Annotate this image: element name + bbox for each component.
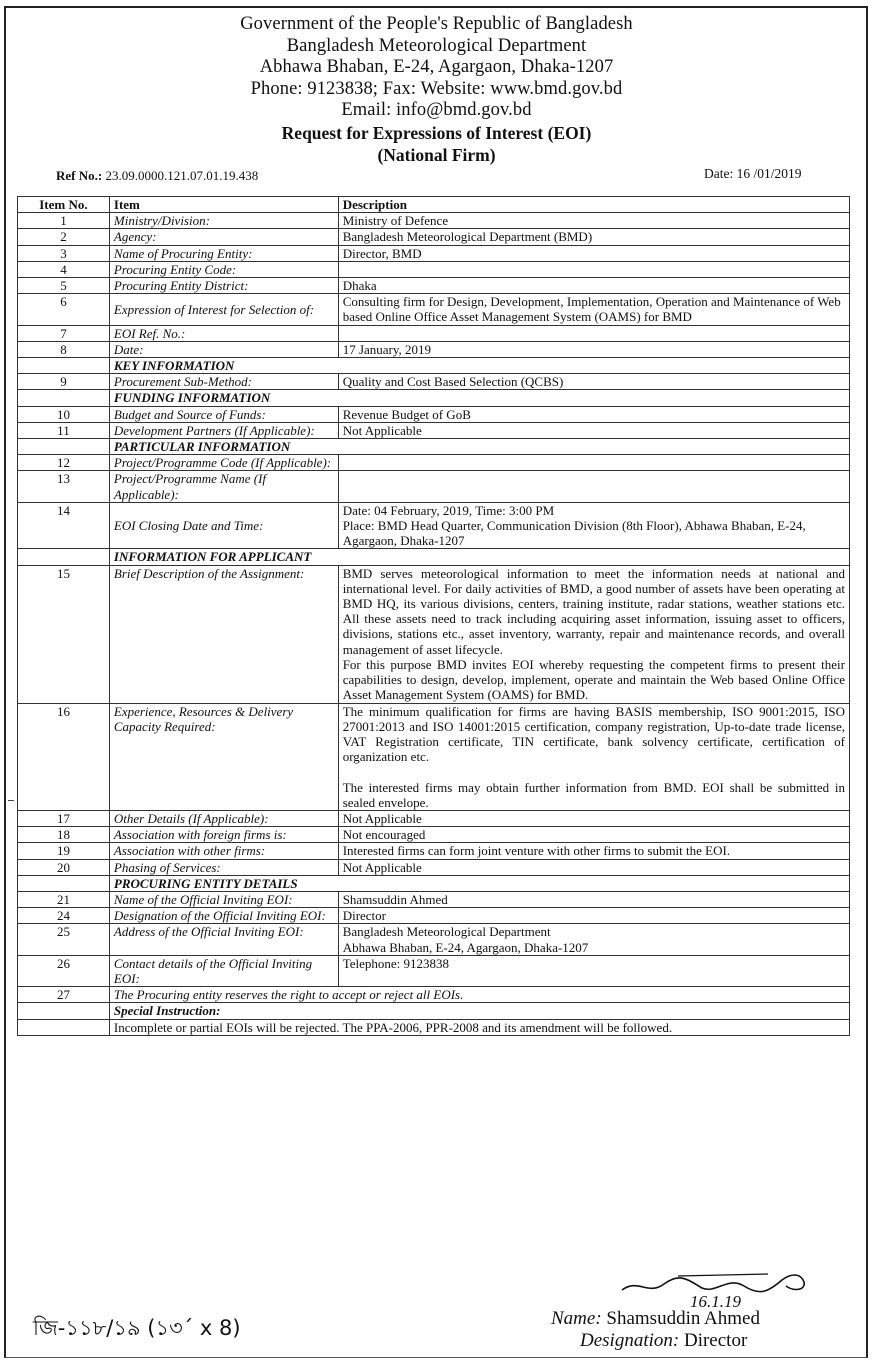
table-row [18,987,850,1003]
item-description [338,325,849,341]
section-heading: FUNDING INFORMATION [109,390,849,406]
item-label: Address of the Official Inviting EOI: [109,924,338,955]
section-heading: INFORMATION FOR APPLICANT [109,549,849,565]
eoi-table [17,196,850,1036]
table-row [18,908,850,924]
table-row [18,859,850,875]
item-number: 2 [18,229,110,245]
item-description: Shamsuddin Ahmed [338,891,849,907]
item-description [338,471,849,502]
item-description: Bangladesh Meteorological Department (BMD) [338,229,849,245]
section-heading: PARTICULAR INFORMATION [109,439,849,455]
ref-label: Ref No.: [56,168,103,183]
item-description: Revenue Budget of GoB [338,406,849,422]
item-number: 10 [18,406,110,422]
item-description: Not Applicable [338,422,849,438]
item-description: 17 January, 2019 [338,341,849,357]
empty-cell [18,1019,110,1035]
item-label: Designation of the Official Inviting EOI: [109,908,338,924]
section-row [18,358,850,374]
item-description: Telephone: 9123838 [338,955,849,986]
signatory-designation [580,1330,747,1352]
table-row [18,325,850,341]
item-number: 6 [18,294,110,325]
table-row [18,294,850,325]
table-row [18,1019,850,1035]
item-number: 21 [18,891,110,907]
email-line: Email: info@bmd.gov.bd [341,100,532,120]
item-label: Agency: [109,229,338,245]
item-number: 26 [18,955,110,986]
item-label: EOI Ref. No.: [109,325,338,341]
table-row [18,422,850,438]
section-heading: KEY INFORMATION [109,358,849,374]
item-number: 5 [18,278,110,294]
item-description: Not Applicable [338,810,849,826]
table-row [18,213,850,229]
item-label: Name of Procuring Entity: [109,245,338,261]
department-line: Bangladesh Meteorological Department [286,35,587,56]
item-number: 1 [18,213,110,229]
table-row [18,703,850,810]
table-row [18,827,850,843]
table-row [18,229,850,245]
item-label: Other Details (If Applicable): [109,810,338,826]
reference-number [56,168,258,184]
item-number: 8 [18,341,110,357]
item-description: The minimum qualification for firms are having BASIS membership, ISO 9001:2015, ISO 27001:2013 and ISO 14001:2015 certification, company registration, Up-to-date trade license, VAT Registration certificate, TIN certificate, bank solvency certificate, certification of organization etc. The interested firms may obtain further information from BMD. EOI shall be submitted in sealed envelope. [338,703,849,810]
item-label: Brief Description of the Assignment: [109,565,338,703]
item-label: Phasing of Services: [109,859,338,875]
address-line: Abhawa Bhaban, E-24, Agargaon, Dhaka-1207 [259,57,614,77]
ref-value: 23.09.0000.121.07.01.19.438 [105,168,259,183]
section-row [18,390,850,406]
item-number: 12 [18,455,110,471]
header-item: Item [109,197,338,213]
item-description: Director [338,908,849,924]
item-number: 17 [18,810,110,826]
item-description: Quality and Cost Based Selection (QCBS) [338,374,849,390]
section-row [18,439,850,455]
table-row [18,565,850,703]
section-row [18,875,850,891]
designation-value: Director [683,1330,748,1351]
item-number: 19 [18,843,110,859]
item-label: Experience, Resources & Delivery Capacity Required: [109,703,338,810]
item-label: Name of the Official Inviting EOI: [109,891,338,907]
table-row [18,810,850,826]
item-number: 11 [18,422,110,438]
item-label: Procuring Entity Code: [109,261,338,277]
item-label: Project/Programme Code (If Applicable): [109,455,338,471]
special-instruction-text: Incomplete or partial EOIs will be rejected. The PPA-2006, PPR-2008 and its amendment will be followed. [109,1019,849,1035]
item-description: Ministry of Defence [338,213,849,229]
item-label: Development Partners (If Applicable): [109,422,338,438]
section-row [18,1003,850,1019]
item-number: 9 [18,374,110,390]
empty-cell [18,875,110,891]
table-row [18,471,850,502]
item-description: Bangladesh Meteorological Department Abhawa Bhaban, E-24, Agargaon, Dhaka-1207 [338,924,849,955]
item-label: Budget and Source of Funds: [109,406,338,422]
table-row [18,261,850,277]
item-number: 24 [18,908,110,924]
item-description: Interested firms can form joint venture with other firms to submit the EOI. [338,843,849,859]
item-number: 18 [18,827,110,843]
empty-cell [18,549,110,565]
empty-cell [18,1003,110,1019]
item-number: 20 [18,859,110,875]
item-label: Project/Programme Name (If Applicable): [109,471,338,502]
document-date: Date: 16 /01/2019 [704,166,802,181]
item-description: Dhaka [338,278,849,294]
signature-date: 16.1.19 [690,1292,741,1311]
section-heading: PROCURING ENTITY DETAILS [109,875,849,891]
table-row [18,924,850,955]
item-label: Ministry/Division: [109,213,338,229]
table-row [18,278,850,294]
memo-number: জি-১১৮/১৯ (১৩ˊ x 8) [33,1316,241,1340]
item-number: 7 [18,325,110,341]
item-number: 27 [18,987,110,1003]
item-number: 25 [18,924,110,955]
item-description: BMD serves meteorological information to meet the information needs at national and international level. For daily activities of BMD, a good number of assets have been operating at BMD HQ, its various divisions, centers, training institute, radar stations, weather stations etc. All these assets need to track including acquiring asset information, issuing asset to officers, divisions, stations etc., asset inventory, warranty, repair and maintenance records, and overall management of asset lifecycle. For this purpose BMD invites EOI whereby requesting the competent firms to present their capabilities to design, develop, implement, operate and maintain the Web based Online Office Asset Management System (OAMS) for BMD. [338,565,849,703]
name-label: Name: [551,1308,602,1329]
item-number: 15 [18,565,110,703]
item-description [338,455,849,471]
section-row [18,549,850,565]
table-row [18,843,850,859]
item-label: Date: [109,341,338,357]
empty-cell [18,439,110,455]
name-value: Shamsuddin Ahmed [606,1308,760,1329]
empty-cell [18,358,110,374]
table-row [18,374,850,390]
table-row [18,502,850,549]
item-label: Association with foreign firms is: [109,827,338,843]
item-number: 13 [18,471,110,502]
item-statement: The Procuring entity reserves the right to accept or reject all EOIs. [109,987,849,1003]
phone-line: Phone: 9123838; Fax: Website: www.bmd.gov.bd [250,78,623,99]
signatory-name [551,1308,760,1330]
table-row [18,891,850,907]
table-row [18,455,850,471]
item-label: Contact details of the Official Inviting EOI: [109,955,338,986]
item-description: Not encouraged [338,827,849,843]
item-label: Association with other firms: [109,843,338,859]
item-number: 4 [18,261,110,277]
letterhead [0,14,873,166]
empty-cell [18,390,110,406]
designation-label: Designation: [580,1330,680,1351]
table-row [18,955,850,986]
item-number: 14 [18,502,110,549]
item-description: Date: 04 February, 2019, Time: 3:00 PM Place: BMD Head Quarter, Communication Division (8th Floor), Abhawa Bhaban, E-24, Agargaon, Dhaka-1207 [338,502,849,549]
item-number: 16 [18,703,110,810]
margin-mark [8,800,14,801]
item-label: Procuring Entity District: [109,278,338,294]
item-description: Consulting firm for Design, Development, Implementation, Operation and Maintenance of Web based Online Office Asset Management System (OAMS) for BMD [338,294,849,325]
item-label: Procurement Sub-Method: [109,374,338,390]
document-title: Request for Expressions of Interest (EOI) [281,122,592,143]
item-description: Not Applicable [338,859,849,875]
item-label: EOI Closing Date and Time: [109,502,338,549]
table-header-row [18,197,850,213]
document-subtitle: (National Firm) [377,144,496,165]
item-number: 3 [18,245,110,261]
table-row [18,245,850,261]
item-label: Expression of Interest for Selection of: [109,294,338,325]
table-row [18,406,850,422]
section-heading: Special Instruction: [109,1003,849,1019]
header-item-no: Item No. [18,197,110,213]
table-row [18,341,850,357]
header-description: Description [338,197,849,213]
item-description [338,261,849,277]
item-description: Director, BMD [338,245,849,261]
govt-line: Government of the People's Republic of Bangladesh [240,14,633,34]
